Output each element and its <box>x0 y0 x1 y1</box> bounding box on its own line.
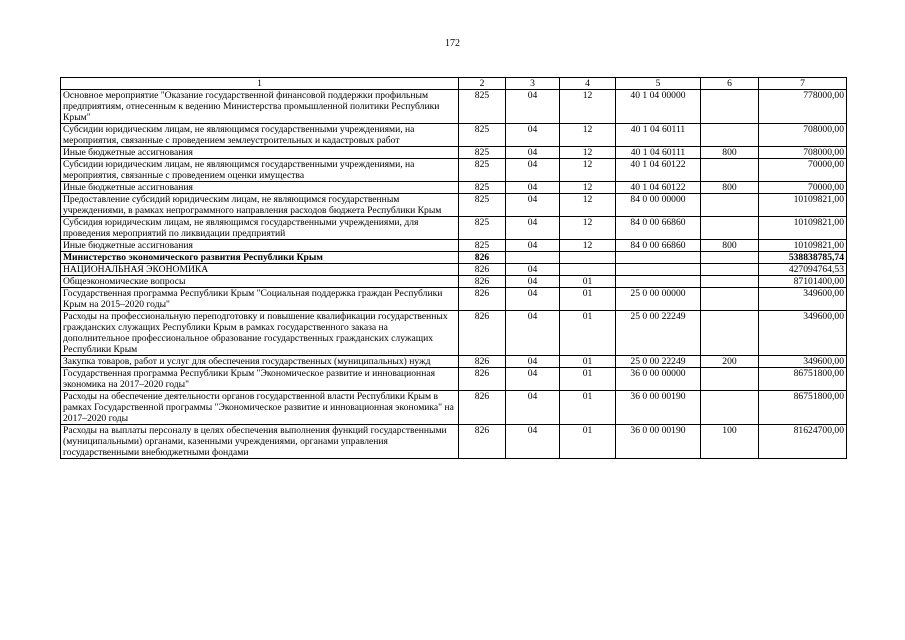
table-row <box>61 288 847 311</box>
cell-name: Расходы на профессиональную переподготовку и повышение квалификации государственных гражданских служащих Республики Крым в рамках государственного заказа на дополнительное профессиональное образование государственных гражданских служащих Республики Крым <box>61 311 459 356</box>
table-row <box>61 391 847 425</box>
cell-amount: 81624700,00 <box>759 425 847 459</box>
cell-name: НАЦИОНАЛЬНАЯ ЭКОНОМИКА <box>61 264 459 276</box>
cell-section: 04 <box>506 425 560 459</box>
cell-section: 04 <box>506 90 560 124</box>
column-header-1: 1 <box>61 78 459 90</box>
table-row <box>61 159 847 182</box>
cell-name: Субсидии юридическим лицам, не являющимся государственными учреждениями, на мероприятия, связанные с проведением оценки имущества <box>61 159 459 182</box>
cell-subsection: 12 <box>560 217 616 240</box>
cell-name: Закупка товаров, работ и услуг для обеспечения государственных (муниципальных) нужд <box>61 356 459 368</box>
table-row <box>61 217 847 240</box>
table-header-row <box>61 78 847 90</box>
cell-expense-type <box>701 194 759 217</box>
cell-expense-type <box>701 252 759 264</box>
table-row <box>61 425 847 459</box>
cell-name: Общеэкономические вопросы <box>61 276 459 288</box>
cell-section <box>506 252 560 264</box>
cell-section: 04 <box>506 182 560 194</box>
cell-section: 04 <box>506 288 560 311</box>
cell-expense-type <box>701 391 759 425</box>
cell-section: 04 <box>506 159 560 182</box>
cell-subsection: 12 <box>560 147 616 159</box>
cell-name: Министерство экономического развития Республики Крым <box>61 252 459 264</box>
cell-expense-type: 200 <box>701 356 759 368</box>
cell-expense-type: 800 <box>701 240 759 252</box>
table-row <box>61 124 847 147</box>
cell-amount: 70000,00 <box>759 182 847 194</box>
cell-amount: 708000,00 <box>759 124 847 147</box>
table-row <box>61 356 847 368</box>
column-header-2: 2 <box>459 78 506 90</box>
cell-name: Основное мероприятие "Оказание государственной финансовой поддержки профильным предприятиям, отнесенным к ведению Министерства промышленной политики Республики Крым" <box>61 90 459 124</box>
cell-section: 04 <box>506 264 560 276</box>
cell-expense-type <box>701 124 759 147</box>
cell-name: Субсидия юридическим лицам, не являющимся государственными учреждениями, для проведения мероприятий по ликвидации предприятий <box>61 217 459 240</box>
cell-section: 04 <box>506 217 560 240</box>
cell-section: 04 <box>506 124 560 147</box>
cell-expense-type <box>701 288 759 311</box>
table-row <box>61 264 847 276</box>
cell-ministry-code: 825 <box>459 240 506 252</box>
cell-name: Иные бюджетные ассигнования <box>61 182 459 194</box>
cell-subsection: 12 <box>560 159 616 182</box>
table-row <box>61 276 847 288</box>
cell-ministry-code: 826 <box>459 356 506 368</box>
cell-subsection: 01 <box>560 288 616 311</box>
cell-ministry-code: 825 <box>459 217 506 240</box>
cell-amount: 10109821,00 <box>759 240 847 252</box>
cell-target-article: 40 1 04 60122 <box>616 159 701 182</box>
cell-expense-type: 100 <box>701 425 759 459</box>
cell-expense-type <box>701 264 759 276</box>
cell-subsection: 01 <box>560 425 616 459</box>
cell-expense-type: 800 <box>701 182 759 194</box>
cell-section: 04 <box>506 194 560 217</box>
cell-section: 04 <box>506 311 560 356</box>
cell-target-article: 36 0 00 00190 <box>616 391 701 425</box>
cell-name: Государственная программа Республики Крым "Социальная поддержка граждан Республики Крым на 2015–2020 годы" <box>61 288 459 311</box>
cell-target-article: 25 0 00 22249 <box>616 311 701 356</box>
cell-target-article: 84 0 00 66860 <box>616 217 701 240</box>
column-header-5: 5 <box>616 78 701 90</box>
column-header-7: 7 <box>759 78 847 90</box>
cell-section: 04 <box>506 240 560 252</box>
cell-ministry-code: 825 <box>459 182 506 194</box>
cell-amount: 86751800,00 <box>759 391 847 425</box>
cell-expense-type <box>701 159 759 182</box>
cell-name: Иные бюджетные ассигнования <box>61 240 459 252</box>
cell-subsection <box>560 252 616 264</box>
cell-target-article <box>616 276 701 288</box>
cell-name: Предоставление субсидий юридическим лицам, не являющимся государственным учреждениями, в рамках непрограммного направления расходов бюджета Республики Крым <box>61 194 459 217</box>
cell-section: 04 <box>506 391 560 425</box>
cell-subsection: 01 <box>560 356 616 368</box>
cell-section: 04 <box>506 276 560 288</box>
cell-subsection: 01 <box>560 311 616 356</box>
page-number: 172 <box>445 38 460 49</box>
cell-subsection: 12 <box>560 90 616 124</box>
table-row <box>61 90 847 124</box>
column-header-3: 3 <box>506 78 560 90</box>
cell-section: 04 <box>506 368 560 391</box>
cell-amount: 10109821,00 <box>759 194 847 217</box>
cell-expense-type <box>701 311 759 356</box>
cell-target-article: 84 0 00 66860 <box>616 240 701 252</box>
cell-expense-type <box>701 217 759 240</box>
cell-subsection <box>560 264 616 276</box>
table-row <box>61 182 847 194</box>
cell-target-article: 40 1 04 60122 <box>616 182 701 194</box>
cell-ministry-code: 825 <box>459 124 506 147</box>
cell-amount: 349600,00 <box>759 311 847 356</box>
cell-target-article: 84 0 00 00000 <box>616 194 701 217</box>
cell-expense-type <box>701 90 759 124</box>
table-row <box>61 240 847 252</box>
cell-ministry-code: 826 <box>459 276 506 288</box>
column-header-6: 6 <box>701 78 759 90</box>
cell-target-article: 36 0 00 00000 <box>616 368 701 391</box>
cell-subsection: 12 <box>560 124 616 147</box>
cell-section: 04 <box>506 147 560 159</box>
table-row <box>61 252 847 264</box>
table-row <box>61 311 847 356</box>
cell-amount: 86751800,00 <box>759 368 847 391</box>
cell-target-article: 36 0 00 00190 <box>616 425 701 459</box>
cell-ministry-code: 825 <box>459 194 506 217</box>
cell-target-article: 25 0 00 00000 <box>616 288 701 311</box>
cell-ministry-code: 826 <box>459 288 506 311</box>
cell-subsection: 12 <box>560 182 616 194</box>
table-row <box>61 368 847 391</box>
cell-target-article <box>616 252 701 264</box>
cell-name: Субсидии юридическим лицам, не являющимся государственными учреждениями, на мероприятия, связанные с проведением землеустроительных и кадастровых работ <box>61 124 459 147</box>
cell-ministry-code: 826 <box>459 252 506 264</box>
cell-amount: 349600,00 <box>759 288 847 311</box>
cell-subsection: 01 <box>560 368 616 391</box>
table-row <box>61 194 847 217</box>
cell-ministry-code: 825 <box>459 159 506 182</box>
cell-ministry-code: 826 <box>459 425 506 459</box>
cell-target-article: 40 1 04 60111 <box>616 147 701 159</box>
cell-name: Расходы на выплаты персоналу в целях обеспечения выполнения функций государственными (муниципальными) органами, казенными учреждениями, органами управления государственными внебюджетными фондами <box>61 425 459 459</box>
cell-amount: 349600,00 <box>759 356 847 368</box>
cell-subsection: 01 <box>560 276 616 288</box>
cell-amount: 10109821,00 <box>759 217 847 240</box>
cell-amount: 427094764,53 <box>759 264 847 276</box>
cell-ministry-code: 826 <box>459 264 506 276</box>
budget-table <box>60 77 847 459</box>
cell-name: Иные бюджетные ассигнования <box>61 147 459 159</box>
cell-amount: 87101400,00 <box>759 276 847 288</box>
cell-section: 04 <box>506 356 560 368</box>
table-row <box>61 147 847 159</box>
cell-subsection: 12 <box>560 240 616 252</box>
cell-name: Государственная программа Республики Крым "Экономическое развитие и инновационная экономика на 2017–2020 годы" <box>61 368 459 391</box>
cell-expense-type <box>701 368 759 391</box>
cell-amount: 708000,00 <box>759 147 847 159</box>
cell-expense-type: 800 <box>701 147 759 159</box>
cell-ministry-code: 825 <box>459 147 506 159</box>
cell-subsection: 01 <box>560 391 616 425</box>
cell-subsection: 12 <box>560 194 616 217</box>
cell-amount: 538838785,74 <box>759 252 847 264</box>
cell-expense-type <box>701 276 759 288</box>
cell-target-article: 40 1 04 00000 <box>616 90 701 124</box>
cell-target-article: 40 1 04 60111 <box>616 124 701 147</box>
cell-amount: 778000,00 <box>759 90 847 124</box>
cell-target-article <box>616 264 701 276</box>
cell-amount: 70000,00 <box>759 159 847 182</box>
cell-ministry-code: 825 <box>459 90 506 124</box>
cell-name: Расходы на обеспечение деятельности органов государственной власти Республики Крым в рамках Государственной программы "Экономическое развитие и инновационная экономика" на 2017–2020 годы <box>61 391 459 425</box>
table-body <box>61 90 847 459</box>
cell-ministry-code: 826 <box>459 391 506 425</box>
cell-ministry-code: 826 <box>459 368 506 391</box>
column-header-4: 4 <box>560 78 616 90</box>
cell-target-article: 25 0 00 22249 <box>616 356 701 368</box>
cell-ministry-code: 826 <box>459 311 506 356</box>
